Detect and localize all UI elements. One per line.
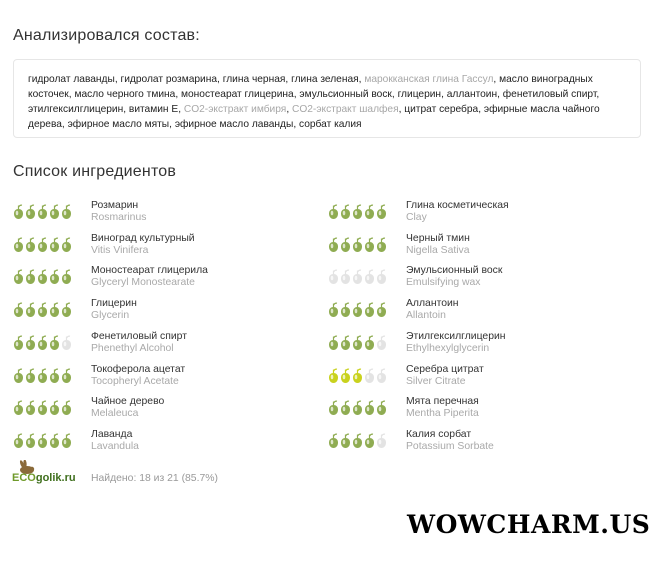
composition-item: масло черного тмина (74, 89, 176, 100)
bulb-filled-icon (376, 237, 387, 253)
bulb-filled-icon (61, 368, 72, 384)
ingredient-name-ru: Этилгексилглицерин (406, 330, 506, 342)
composition-item: CO2-экстракт имбиря (183, 104, 287, 115)
bulb-filled-icon (352, 400, 363, 416)
bulb-filled-icon (25, 368, 36, 384)
bulb-filled-icon (364, 302, 375, 318)
bulb-filled-icon (340, 204, 351, 220)
composition-item: фенетиловый спирт (502, 89, 597, 100)
ingredient-name-ru: Чайное дерево (91, 396, 165, 408)
bulb-filled-icon (25, 237, 36, 253)
bulb-filled-icon (376, 302, 387, 318)
bulb-filled-icon (364, 400, 375, 416)
ingredient-name-latin: Glyceryl Monostearate (91, 277, 195, 289)
composition-item: эфирное масло мяты (67, 119, 170, 130)
bulb-filled-icon (37, 400, 48, 416)
bulb-filled-icon (352, 335, 363, 351)
bulb-filled-icon (328, 400, 339, 416)
ingredient-name-ru: Моностеарат глицерила (91, 265, 208, 277)
ingredient-rating (328, 400, 387, 416)
ingredient-name-ru: Черный тмин (406, 232, 470, 244)
bulb-filled-icon (328, 433, 339, 449)
composition-item: CO2-экстракт шалфея (291, 104, 399, 115)
ingredient-name-latin: Glycerin (91, 310, 130, 322)
ingredient-name-latin: Tocopheryl Acetate (91, 375, 179, 387)
ingredient-name-ru: Фенетиловый спирт (91, 330, 187, 342)
found-count: Найдено: 18 из 21 (85.7%) (91, 473, 218, 484)
composition-item: эфирные масла чайного дерева (28, 104, 600, 130)
ingredient-rating (328, 433, 387, 449)
bulb-filled-icon (340, 237, 351, 253)
composition-item: цитрат серебра (404, 104, 479, 115)
bulb-filled-icon (328, 204, 339, 220)
bulb-filled-icon (13, 237, 24, 253)
bulb-filled-icon (61, 204, 72, 220)
bulb-filled-icon (13, 335, 24, 351)
ingredient-name-ru: Лаванда (91, 428, 133, 440)
ingredient-rating (328, 237, 387, 253)
composition-item: сорбат калия (299, 119, 362, 130)
bulb-filled-icon (328, 237, 339, 253)
bulb-filled-icon (37, 368, 48, 384)
ingredient-rating (328, 204, 387, 220)
ingredient-rating (328, 269, 387, 285)
bulb-filled-icon (25, 269, 36, 285)
bulb-filled-icon (364, 204, 375, 220)
ingredient-name-latin: Nigella Sativa (406, 244, 470, 256)
bulb-filled-icon (25, 335, 36, 351)
bulb-filled-icon (49, 237, 60, 253)
ingredient-rating (328, 302, 387, 318)
bulb-filled-icon (13, 204, 24, 220)
bulb-filled-icon (61, 400, 72, 416)
bulb-empty-icon (376, 433, 387, 449)
bulb-filled-icon (25, 204, 36, 220)
bulb-filled-icon (13, 302, 24, 318)
ingredient-name-ru: Мята перечная (406, 396, 479, 408)
ingredient-name-latin: Allantoin (406, 310, 446, 322)
ingredient-rating (328, 368, 387, 384)
composition-item: гидролат розмарина (120, 74, 218, 85)
ingredient-rating (13, 335, 72, 351)
bulb-filled-icon (376, 204, 387, 220)
ingredient-name-latin: Phenethyl Alcohol (91, 342, 174, 354)
bulb-empty-icon (376, 335, 387, 351)
ingredient-name-latin: Silver Citrate (406, 375, 466, 387)
bulb-filled-icon (328, 335, 339, 351)
composition-item: эфирное масло лаванды (174, 119, 294, 130)
bulb-filled-icon (49, 204, 60, 220)
bulb-filled-icon (37, 433, 48, 449)
ingredient-name-ru: Аллантоин (406, 298, 459, 310)
composition-item: глина черная (222, 74, 286, 85)
ingredient-rating (13, 368, 72, 384)
bulb-filled-icon (340, 335, 351, 351)
bulb-filled-icon (13, 368, 24, 384)
bulb-filled-icon (340, 302, 351, 318)
bulb-filled-icon (37, 269, 48, 285)
bulb-filled-icon (25, 433, 36, 449)
composition-item: аллантоин (446, 89, 498, 100)
ingredient-name-latin: Clay (406, 212, 427, 223)
bulb-filled-icon (49, 302, 60, 318)
bulb-filled-icon (340, 433, 351, 449)
bulb-filled-icon (25, 302, 36, 318)
composition-item: масло виноградных косточек (28, 74, 593, 100)
ingredient-rating (13, 433, 72, 449)
bulb-filled-icon (37, 335, 48, 351)
ingredient-name-ru: Розмарин (91, 200, 139, 211)
bulb-filled-icon (352, 433, 363, 449)
logo-text: ECOgolik.ru (12, 472, 76, 484)
ingredient-rating (13, 400, 72, 416)
ingredient-name-ru: Токоферола ацетат (91, 363, 186, 375)
bulb-empty-icon (328, 269, 339, 285)
bulb-empty-icon (376, 269, 387, 285)
bulb-empty-icon (340, 269, 351, 285)
bulb-filled-icon (328, 302, 339, 318)
bulb-empty-icon (364, 269, 375, 285)
bulb-filled-icon (49, 269, 60, 285)
bulb-filled-icon (376, 400, 387, 416)
watermark: WOWCHARM.US (407, 510, 650, 539)
ingredients-heading: Список ингредиентов (13, 163, 177, 180)
ecogolik-logo[interactable] (12, 460, 82, 488)
composition-item: витамин Е (128, 104, 179, 115)
ingredient-name-latin: Ethylhexylglycerin (406, 342, 490, 354)
ingredient-name-latin: Potassium Sorbate (406, 440, 494, 452)
ingredient-name-latin: Lavandula (91, 440, 139, 452)
ingredient-name-ru: Серебра цитрат (406, 363, 484, 375)
bulb-filled-icon (61, 433, 72, 449)
bulb-filled-icon (340, 400, 351, 416)
bulb-filled-icon (37, 204, 48, 220)
composition-item: гидролат лаванды (28, 74, 115, 85)
ingredient-rating (13, 237, 72, 253)
bulb-filled-icon (61, 269, 72, 285)
bulb-empty-icon (61, 335, 72, 351)
ingredient-name-ru: Виноград культурный (91, 232, 195, 244)
ingredient-rating (328, 335, 387, 351)
bulb-filled-icon (61, 302, 72, 318)
bulb-empty-icon (364, 368, 375, 384)
ingredient-rating (13, 204, 72, 220)
ingredient-rating (13, 269, 72, 285)
bulb-filled-icon (49, 400, 60, 416)
ingredient-name-latin: Melaleuca (91, 408, 139, 420)
bulb-filled-icon (340, 368, 351, 384)
bulb-filled-icon (352, 204, 363, 220)
bulb-empty-icon (352, 269, 363, 285)
ingredient-name-ru: Эмульсионный воск (406, 265, 503, 277)
bulb-filled-icon (25, 400, 36, 416)
bulb-filled-icon (13, 433, 24, 449)
bulb-filled-icon (364, 335, 375, 351)
ingredient-name-ru: Калия сорбат (406, 428, 472, 440)
composition-item: этилгексилглицерин (28, 104, 124, 115)
composition-item: марокканская глина Гассул (364, 74, 494, 85)
composition-item: глина зеленая (291, 74, 359, 85)
bulb-filled-icon (37, 302, 48, 318)
composition-item: глицерин (397, 89, 442, 100)
ingredient-name-latin: Vitis Vinifera (91, 244, 149, 256)
bulb-filled-icon (364, 433, 375, 449)
ingredient-rating (13, 302, 72, 318)
ingredient-name-latin: Mentha Piperita (406, 408, 479, 420)
ingredient-name-ru: Глицерин (91, 298, 137, 310)
bulb-filled-icon (49, 368, 60, 384)
bulb-filled-icon (13, 400, 24, 416)
ingredient-name-ru: Глина косметическая (406, 200, 509, 211)
composition-item: эмульсионный воск (299, 89, 392, 100)
composition-box: гидролат лаванды, гидролат розмарина, глина черная, глина зеленая, марокканская глина Гассул, масло виноградных косточек, масло черного тмина, моностеарат глицерина, эмульсионный воск, глицерин, аллантоин, фенетиловый спирт, этилгексилглицерин, витамин Е, CO2-экстракт имбиря, CO2-экстракт шалфея, цитрат серебра, эфирные масла чайного дерева, эфирное масло мяты, эфирное масло лаванды, сорбат калия (13, 59, 641, 138)
bulb-filled-icon (49, 335, 60, 351)
ingredient-name-latin: Rosmarinus (91, 212, 147, 223)
bulb-filled-icon (352, 237, 363, 253)
analyzed-heading: Анализировался состав: (13, 27, 200, 44)
bulb-filled-icon (13, 269, 24, 285)
bulb-filled-icon (352, 368, 363, 384)
bulb-empty-icon (376, 368, 387, 384)
composition-item: моностеарат глицерина (181, 89, 294, 100)
bulb-filled-icon (37, 237, 48, 253)
bulb-filled-icon (352, 302, 363, 318)
bulb-filled-icon (49, 433, 60, 449)
bulb-filled-icon (61, 237, 72, 253)
bulb-filled-icon (328, 368, 339, 384)
bulb-filled-icon (364, 237, 375, 253)
ingredient-name-latin: Emulsifying wax (406, 277, 481, 289)
